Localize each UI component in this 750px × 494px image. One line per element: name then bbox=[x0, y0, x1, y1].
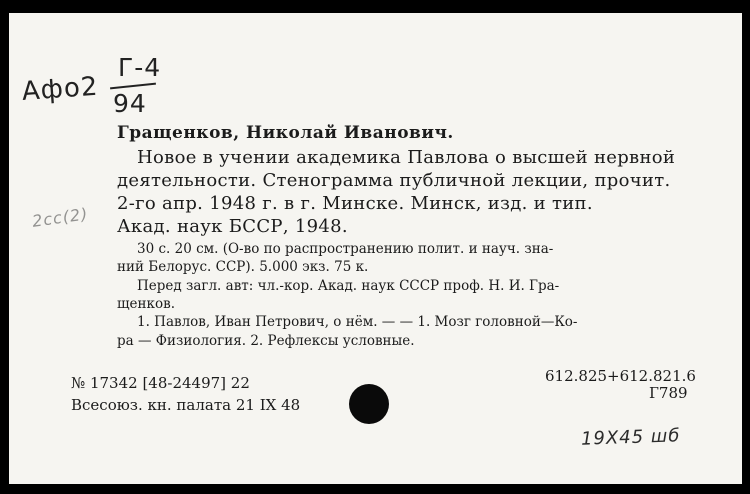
title-line-1: Новое в учении академика Павлова о высшей нервной bbox=[137, 147, 676, 168]
collation-line-1: 30 с. 20 см. (О-во по распространению полит. и науч. зна- bbox=[137, 241, 554, 257]
collation-line-3: Перед загл. авт: чл.-кор. Акад. наук СССР проф. Н. И. Гра- bbox=[137, 278, 560, 294]
collation-line-4: щенков. bbox=[117, 296, 175, 312]
catalog-card bbox=[9, 13, 742, 484]
collation-line-2: ний Белорус. ССР). 5.000 экз. 75 к. bbox=[117, 259, 369, 275]
handwritten-shelfmark: Афо2 bbox=[20, 71, 100, 107]
margin-pencil-note: 2сс(2) bbox=[30, 204, 90, 231]
handwritten-bottom-note: 19Х45 шб bbox=[580, 425, 681, 450]
title-line-2: деятельности. Стенограмма публичной лекции, прочит. bbox=[117, 170, 671, 191]
handwritten-fraction-bottom: 94 bbox=[113, 89, 147, 118]
book-chamber-note: Всесоюз. кн. палата 21 IX 48 bbox=[71, 396, 301, 414]
subject-line-2: ра — Физиология. 2. Рефлексы условные. bbox=[117, 333, 415, 349]
author-mark: Г789 bbox=[649, 384, 688, 402]
title-line-4: Акад. наук БССР, 1948. bbox=[117, 216, 348, 237]
classification-number: 612.825+612.821.6 bbox=[545, 367, 696, 385]
author-heading: Гращенков, Николай Иванович. bbox=[117, 123, 454, 143]
handwritten-fraction-top: Г-4 bbox=[118, 53, 162, 82]
ink-blot bbox=[349, 384, 389, 424]
title-line-3: 2-го апр. 1948 г. в г. Минске. Минск, изд. и тип. bbox=[117, 193, 593, 214]
subject-line-1: 1. Павлов, Иван Петрович, о нём. — — 1. Мозг головной—Ко- bbox=[137, 314, 578, 330]
registration-number: № 17342 [48-24497] 22 bbox=[71, 374, 250, 392]
